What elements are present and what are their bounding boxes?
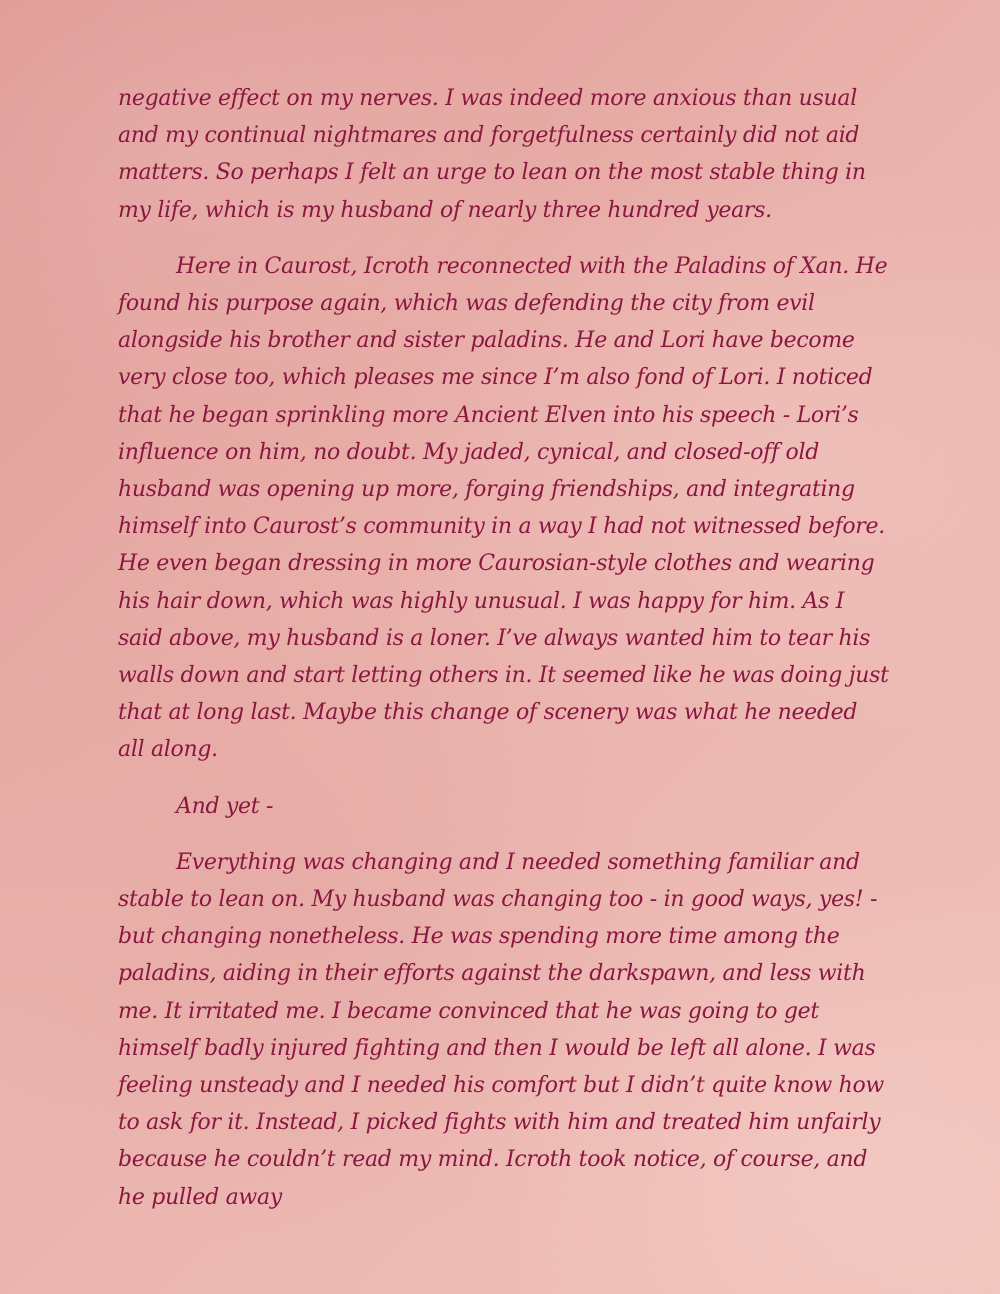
paragraph-2: Here in Caurost, Icroth reconnected with the Paladins of Xan. He found his purpose again, which was defending the city from evil alongside his brother and sister paladins. He and Lori have become very close too, which pleases me since I’m also fond of Lori. I noticed that he began sprinkling more Ancient Elven into his speech - Lori’s influence on him, no doubt. My jaded, cynical, and closed-off old husband was opening up more, forging friendships, and integrating himself into Caurost’s community in a way I had not witnessed before. He even began dressing in more Caurosian-style clothes and wearing his hair down, which was highly unusual. I was happy for him. As I said above, my husband is a loner. I’ve always wanted him to tear his walls down and start letting others in. It seemed like he was doing just that at long last. Maybe this change of scenery was what he needed all along. <box>118 253 889 763</box>
paragraph-1: negative effect on my nerves. I was indeed more anxious than usual and my continual nightmares and forgetfulness certainly did not aid matters. So perhaps I felt an urge to lean on the most stable thing in my life, which is my husband of nearly three hundred years. <box>118 86 866 223</box>
paragraph-4: Everything was changing and I needed something familiar and stable to lean on. My husband was changing too - in good ways, yes! - but changing nonetheless. He was spending more time among the paladins, aiding in their efforts against the darkspawn, and less with me. It irritated me. I became convinced that he was going to get himself badly injured fighting and then I would be left all alone. I was feeling unsteady and I needed his comfort but I didn’t quite know how to ask for it. Instead, I picked fights with him and treated him unfairly because he couldn’t read my mind. Icroth took notice, of course, and he pulled away <box>118 849 884 1210</box>
document-body <box>118 80 890 1235</box>
paragraph-3: And yet - <box>176 793 274 819</box>
